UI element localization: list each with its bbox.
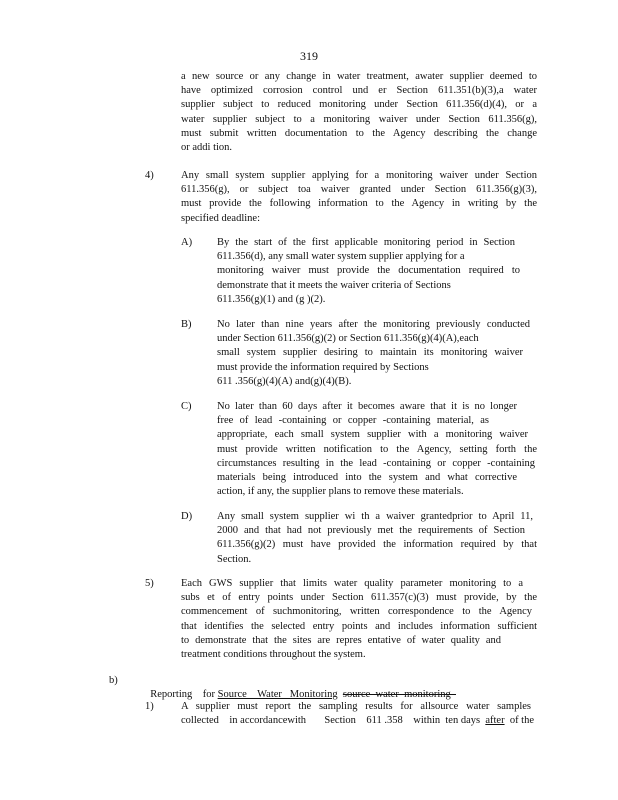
text-line: subs et of entry points under Section 611.357(c)(3) must provide, by the — [181, 592, 537, 604]
text-line: must submit written documentation to the Agency describing the change — [181, 127, 537, 139]
text-line: No later than 60 days after it becomes aware that it is no longer — [217, 401, 517, 412]
subitem-b-label: B) — [181, 319, 192, 330]
subitem-b-paragraph — [217, 318, 537, 389]
text-line: 611.356(d), any small water system supplier applying for a — [217, 251, 465, 263]
text-line: water supplier subject to a monitoring waiver under Section 611.356(g), — [181, 113, 537, 125]
text-line: materials being introduced into the system and what corrective — [217, 472, 517, 484]
text-line: monitoring waiver must provide the documentation required to — [217, 265, 520, 277]
section-b-label: b) — [109, 675, 118, 686]
subitem-c-label: C) — [181, 401, 192, 412]
text-line: action, if any, the supplier plans to remove these materials. — [217, 486, 464, 498]
text-line: 2000 and that had not previously met the requirements of Section — [217, 525, 525, 537]
section-b-prefix: Reporting for — [150, 689, 218, 701]
text-segment: of the — [504, 715, 535, 727]
text-line: must provide written notification to the Agency, setting forth the — [217, 443, 537, 455]
text-line: treatment conditions throughout the system. — [181, 649, 366, 661]
text-line: a new source or any change in water treatment, awater supplier deemed to — [181, 71, 537, 82]
item-5-paragraph — [181, 577, 537, 662]
item-5-label: 5) — [145, 578, 154, 589]
text-line: Any small system supplier applying for a monitoring waiver under Section — [181, 170, 537, 181]
text-line: must provide the information required by Sections — [217, 361, 429, 373]
text-line: No later than nine years after the monitoring previously conducted — [217, 319, 530, 330]
item-4-paragraph — [181, 169, 537, 226]
text-line: commencement of suchmonitoring, written correspondence to the Agency — [181, 606, 532, 618]
text-line: or addi tion. — [181, 142, 233, 154]
text-line: Section. — [217, 553, 252, 565]
subitem-d-paragraph — [217, 510, 537, 567]
item-1-label: 1) — [145, 701, 154, 712]
subitem-a-paragraph — [217, 236, 537, 307]
text-line: have optimized corrosion control und er Section 611.351(b)(3),a water — [181, 85, 537, 97]
text-line: to demonstrate that the sites are repres entative of water quality and — [181, 634, 501, 646]
subitem-d-label: D) — [181, 511, 193, 522]
item-4-label: 4) — [145, 170, 154, 181]
section-b-heading — [145, 674, 456, 702]
text-line: free of lead -containing or copper -containing material, as — [217, 415, 489, 427]
text-segment: collected in accordancewith Section 611 .358 within ten days — [181, 715, 486, 727]
text-line: 611.356(g), or subject toa waiver granted under Section 611.356(g)(3), — [181, 184, 537, 196]
text-line: 611.356(g)(2) must have provided the information required by that — [217, 539, 537, 551]
subitem-a-label: A) — [181, 237, 193, 248]
text-line: specified deadline: — [181, 212, 261, 224]
text-line: 611.356(g)(1) and (g )(2). — [217, 293, 326, 305]
continuation-paragraph — [181, 70, 537, 155]
text-line: appropriate, each small system supplier with a monitoring waiver — [217, 429, 528, 441]
text-line: small system supplier desiring to maintain its monitoring waiver — [217, 347, 523, 359]
text-line: supplier subject to reduced monitoring under Section 611.356(d)(4), or a — [181, 99, 537, 111]
text-line: By the start of the first applicable monitoring period in Section — [217, 237, 515, 248]
text-line: A supplier must report the sampling results for allsource water samples — [181, 701, 531, 712]
text-line: Each GWS supplier that limits water quality parameter monitoring to a — [181, 578, 523, 589]
inserted-text: after — [485, 715, 505, 727]
text-line: circumstances resulting in the lead -containing or copper -containing — [217, 457, 535, 469]
text-line: Any small system supplier wi th a waiver grantedprior to April 11, — [217, 511, 533, 522]
subitem-c-paragraph — [217, 400, 537, 499]
deleted-text: source water monitoring — [342, 689, 456, 701]
item-1-paragraph — [181, 700, 537, 728]
text-line: must provide the following information to the Agency in writing by the — [181, 198, 537, 210]
text-line: under Section 611.356(g)(2) or Section 611.356(g)(4)(A),each — [217, 333, 479, 345]
text-line: that identifies the selected entry points and includes information sufficient — [181, 620, 537, 632]
inserted-text: Source Water Monitoring — [217, 689, 338, 701]
text-line — [181, 714, 537, 728]
text-line: 611 .356(g)(4)(A) and(g)(4)(B). — [217, 375, 352, 387]
text-line: demonstrate that it meets the waiver criteria of Sections — [217, 279, 451, 291]
page-number: 319 — [300, 49, 318, 63]
